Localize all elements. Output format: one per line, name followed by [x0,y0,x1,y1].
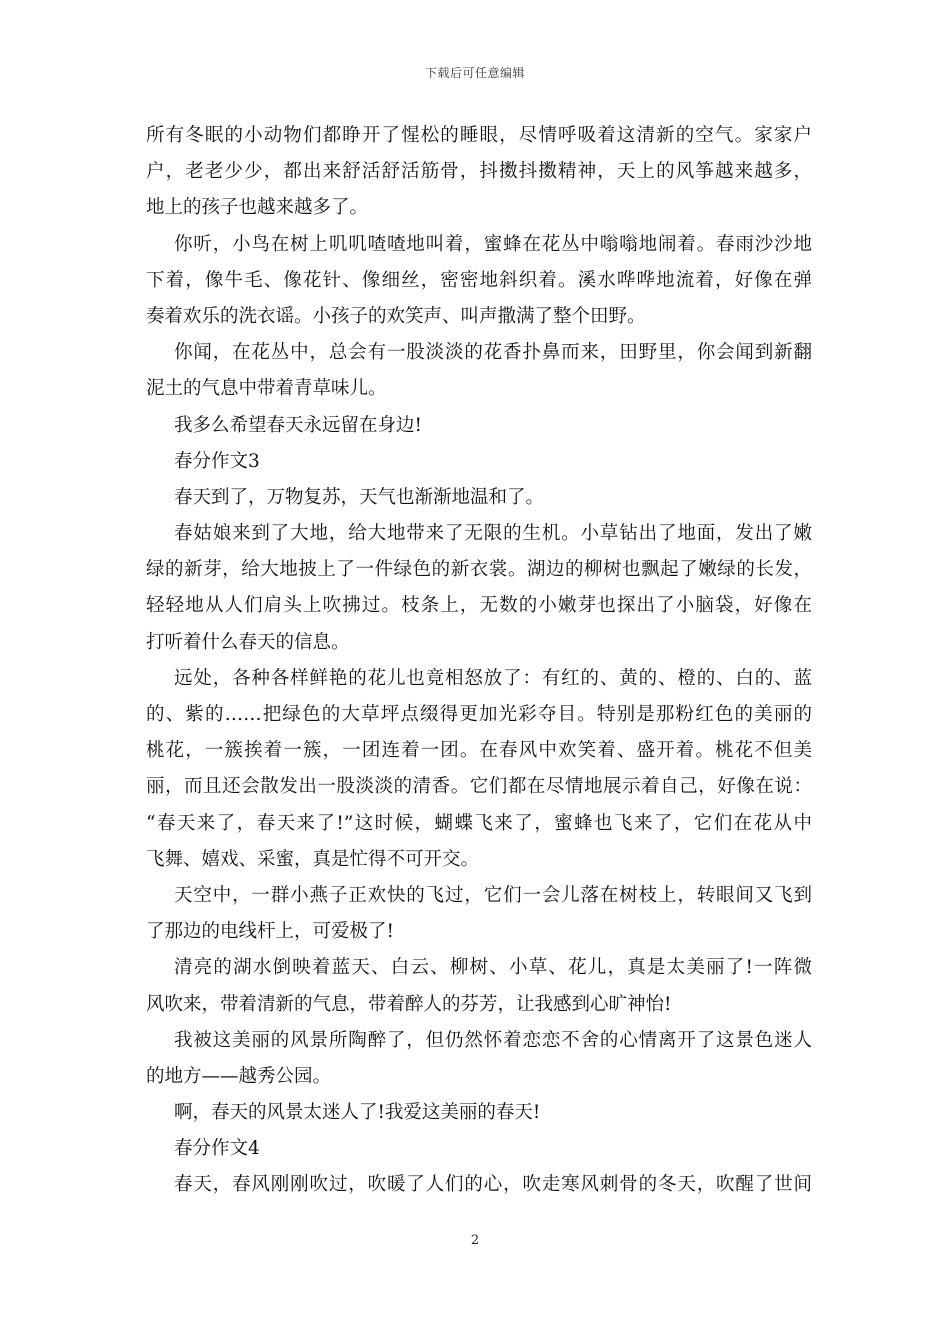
text-line: 丽，而且还会散发出一股淡淡的清香。它们都在尽情地展示着自己，好像在说： [146,776,812,798]
text-line: 绿的新芽，给大地披上了一件绿色的新衣裳。湖边的柳树也飘起了嫩绿的长发， [146,559,812,581]
text-line: 地上的孩子也越来越多了。 [146,197,369,219]
text-line: 的、紫的……把绿色的大草坪点缀得更加光彩夺目。特别是那粉红色的美丽的 [146,704,812,725]
page-header: 下载后可任意编辑 [424,66,525,80]
text-line: 所有冬眠的小动物们都睁开了惺松的睡眼，尽情呼吸着这清新的空气。家家户 [146,125,812,146]
text-line: 春分作文4 [174,1138,260,1160]
text-line: 风吹来，带着清新的气息，带着醉人的芬芳，让我感到心旷神怡! [146,993,672,1015]
text-line: 我被这美丽的风景所陶醉了，但仍然怀着恋恋不舍的心情离开了这景色迷人 [174,1029,812,1051]
text-line: 远处，各种各样鲜艳的花儿也竟相怒放了：有红的、黄的、橙的、白的、蓝 [174,667,812,689]
text-line: 春天，春风刚刚吹过，吹暖了人们的心，吹走寒风刺骨的冬天，吹醒了世间 [174,1174,812,1196]
text-line: “春天来了，春天来了!”这时候，蝴蝶飞来了，蜜蜂也飞来了，它们在花从中 [146,812,812,834]
text-line: 泥土的气息中带着青草味儿。 [146,378,387,400]
text-line: 你闻，在花丛中，总会有一股淡淡的花香扑鼻而来，田野里，你会闻到新翻 [174,342,812,364]
text-line: 桃花，一簇挨着一簇，一团连着一团。在春风中欢笑着、盛开着。桃花不但美 [146,740,812,762]
text-line: 的地方——越秀公园。 [146,1065,332,1087]
text-line: 打听着什么春天的信息。 [146,631,350,653]
text-line: 清亮的湖水倒映着蓝天、白云、柳树、小草、花儿，真是太美丽了!一阵微 [174,957,812,979]
text-line: 我多么希望春天永远留在身边! [174,414,422,436]
document-body [146,118,812,1204]
text-line: 下着，像牛毛、像花针、像细丝，密密地斜织着。溪水哗哗地流着，好像在弹 [146,269,812,291]
text-line: 飞舞、嬉戏、采蜜，真是忙得不可开交。 [146,848,480,870]
text-line: 春姑娘来到了大地，给大地带来了无限的生机。小草钻出了地面，发出了嫩 [174,523,812,545]
text-line: 轻轻地从人们肩头上吹拂过。枝条上，无数的小嫩芽也探出了小脑袋，好像在 [146,595,812,617]
text-line: 啊，春天的风景太迷人了!我爱这美丽的春天! [174,1102,541,1124]
text-line: 奏着欢乐的洗衣谣。小孩子的欢笑声、叫声撒满了整个田野。 [146,305,646,327]
text-line: 春天到了，万物复苏，天气也渐渐地温和了。 [174,486,545,508]
text-line: 了那边的电线杆上，可爱极了! [146,921,394,943]
text-line: 天空中，一群小燕子正欢快的飞过，它们一会儿落在树枝上，转眼间又飞到 [174,884,812,906]
page-number: 2 [470,1233,480,1248]
text-line: 春分作文3 [174,450,260,472]
text-line: 户，老老少少，都出来舒活舒活筋骨，抖擞抖擞精神，天上的风筝越来越多， [146,161,812,183]
text-line: 你听，小鸟在树上叽叽喳喳地叫着，蜜蜂在花丛中嗡嗡地闹着。春雨沙沙地 [174,233,812,255]
